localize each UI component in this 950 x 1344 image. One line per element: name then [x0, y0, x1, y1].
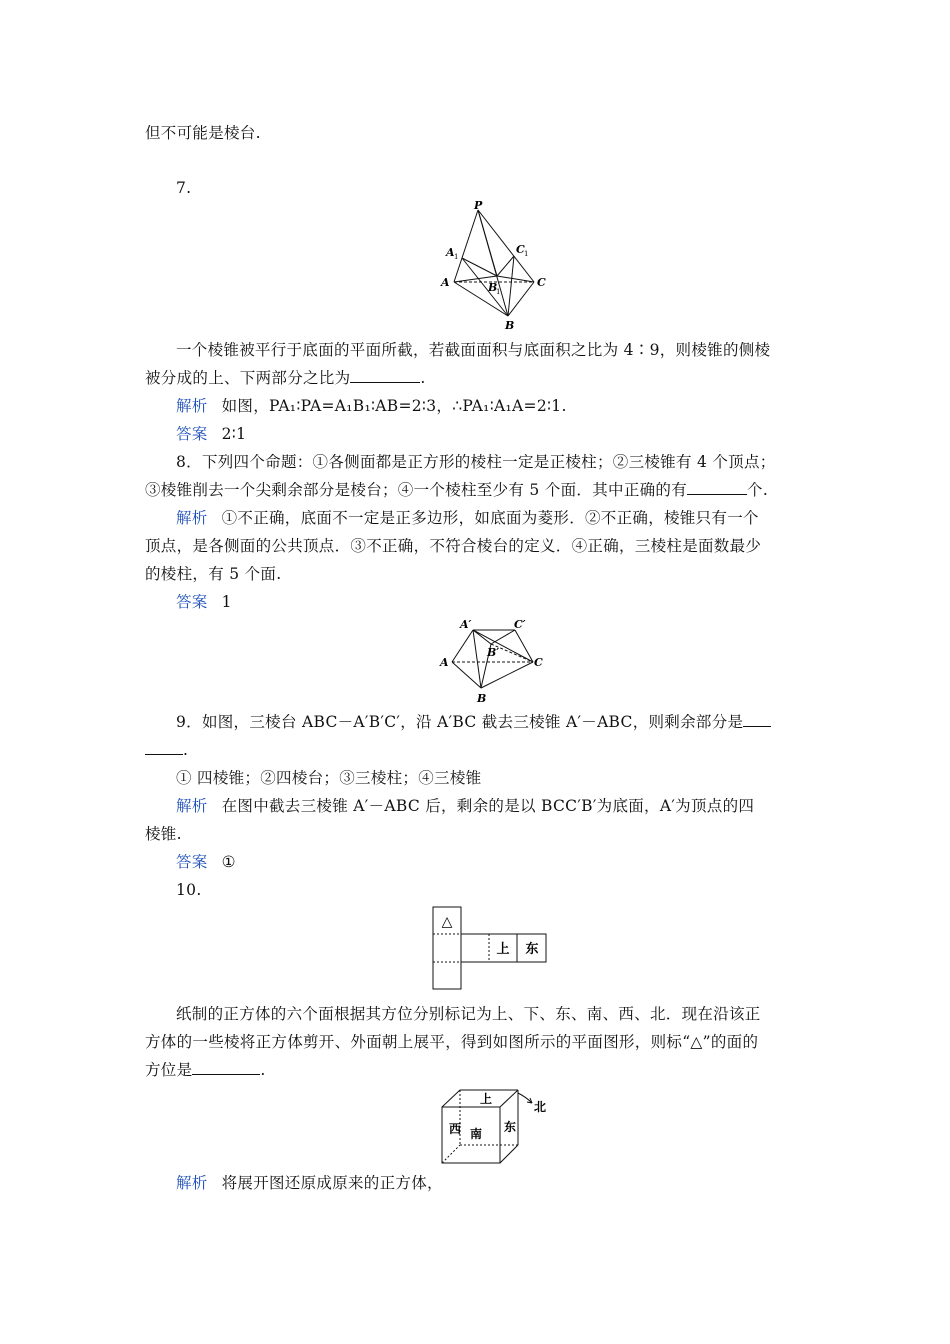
label-C: C: [534, 656, 543, 669]
face-label-south: 南: [469, 1127, 483, 1141]
face-label-north: 北: [533, 1100, 547, 1114]
answer-blank: [687, 480, 747, 495]
analysis-tag: 解析: [176, 797, 208, 815]
analysis-line: [176, 1173, 846, 1193]
text-segment: .: [420, 369, 426, 387]
text-segment: .: [183, 741, 189, 759]
text-line: 方体的一些棱将正方体剪开、外面朝上展平，得到如图所示的平面图形，则标“△”的面的: [145, 1033, 759, 1051]
label-B1: B: [488, 281, 498, 294]
answer-line: [176, 424, 846, 444]
text-line: [145, 368, 815, 388]
text-segment: 9．如图，三棱台 ABC－A′B′C′，沿 A′BC 截去三棱锥 A′－ABC，则剩余部分是: [176, 713, 744, 731]
label-A1-sub: 1: [454, 253, 459, 261]
analysis-line: [176, 796, 846, 816]
text-line: 一个棱锥被平行于底面的平面所截，若截面面积与底面积之比为 4∶9，则棱锥的侧棱: [176, 341, 771, 359]
text-segment: ③棱锥削去一个尖剩余部分是棱台；④一个棱柱至少有 5 个面．其中正确的有: [145, 481, 688, 499]
analysis-text: 将展开图还原成原来的正方体，: [221, 1174, 443, 1192]
label-B1-sub: 1: [496, 288, 501, 296]
text-line: 纸制的正方体的六个面根据其方位分别标记为上、下、东、南、西、北．现在沿该正: [176, 1005, 761, 1023]
text-segment: .: [260, 1061, 266, 1079]
question-number: 7.: [176, 179, 192, 197]
analysis-text: 如图，PA₁∶PA=A₁B₁∶AB=2∶3，∴PA₁∶A₁A=2∶1.: [221, 397, 567, 415]
face-label-up: 上: [479, 1092, 493, 1106]
answer-tag: 答案: [176, 853, 208, 871]
frustum-figure-2: [430, 614, 550, 706]
label-P: P: [474, 199, 483, 212]
text-line: 的棱柱，有 5 个面.: [145, 565, 282, 583]
analysis-line: [176, 396, 846, 416]
triangle-icon: △: [441, 914, 453, 930]
face-label-east: 东: [525, 942, 539, 957]
text-segment: 个.: [747, 481, 769, 499]
text-segment: 被分成的上、下两部分之比为: [145, 369, 351, 387]
answer-tag: 答案: [176, 425, 208, 443]
text-line: [145, 740, 815, 760]
question-number: 10.: [176, 881, 202, 899]
face-label-west: 西: [448, 1122, 462, 1136]
answer-line: [176, 852, 846, 872]
label-C1-sub: 1: [524, 250, 529, 258]
label-A1: A: [446, 246, 455, 259]
label-A: A: [441, 276, 450, 289]
text-line: 8．下列四个命题：①各侧面都是正方形的棱柱一定是正棱柱；②三棱锥有 4 个顶点；: [176, 453, 776, 471]
text-line: 但不可能是棱台.: [145, 124, 261, 142]
face-label-up: 上: [496, 942, 510, 957]
label-B: B: [505, 319, 515, 332]
cube-figure: [436, 1085, 551, 1167]
label-C1: C: [516, 243, 525, 256]
cube-net-figure: [432, 905, 552, 992]
label-A-prime: A′: [460, 618, 472, 631]
answer-blank: [743, 712, 771, 727]
text-line: [145, 480, 815, 500]
label-C: C: [537, 276, 546, 289]
text-line: 棱锥.: [145, 825, 182, 843]
answer-blank: [145, 740, 183, 755]
answer-blank: [192, 1060, 260, 1075]
options-line: ① 四棱锥；②四棱台；③三棱柱；④三棱锥: [176, 769, 482, 787]
label-A: A: [440, 656, 449, 669]
analysis-tag: 解析: [176, 509, 208, 527]
text-segment: 方位是: [145, 1061, 193, 1079]
analysis-line: [176, 508, 846, 528]
answer-line: [176, 592, 846, 612]
text-line: [176, 712, 846, 732]
label-B: B: [477, 692, 487, 705]
answer-text: ①: [221, 853, 236, 871]
pyramid-figure-1: [432, 198, 552, 333]
face-label-east: 东: [503, 1120, 517, 1134]
analysis-tag: 解析: [176, 1174, 208, 1192]
answer-text: 2∶1: [221, 425, 247, 443]
answer-tag: 答案: [176, 593, 208, 611]
label-C-prime: C′: [514, 618, 526, 631]
text-line: [145, 1060, 815, 1080]
text-line: 顶点，是各侧面的公共顶点．③不正确，不符合棱台的定义．④正确，三棱柱是面数最少: [145, 537, 762, 555]
answer-text: 1: [221, 593, 232, 611]
analysis-text: 在图中截去三棱锥 A′－ABC 后，剩余的是以 BCC′B′为底面，A′为顶点的四: [221, 797, 755, 815]
answer-blank: [350, 368, 420, 383]
analysis-tag: 解析: [176, 397, 208, 415]
analysis-text: ①不正确，底面不一定是正多边形，如底面为菱形．②不正确，棱锥只有一个: [221, 509, 759, 527]
label-B-prime: B′: [487, 646, 500, 659]
